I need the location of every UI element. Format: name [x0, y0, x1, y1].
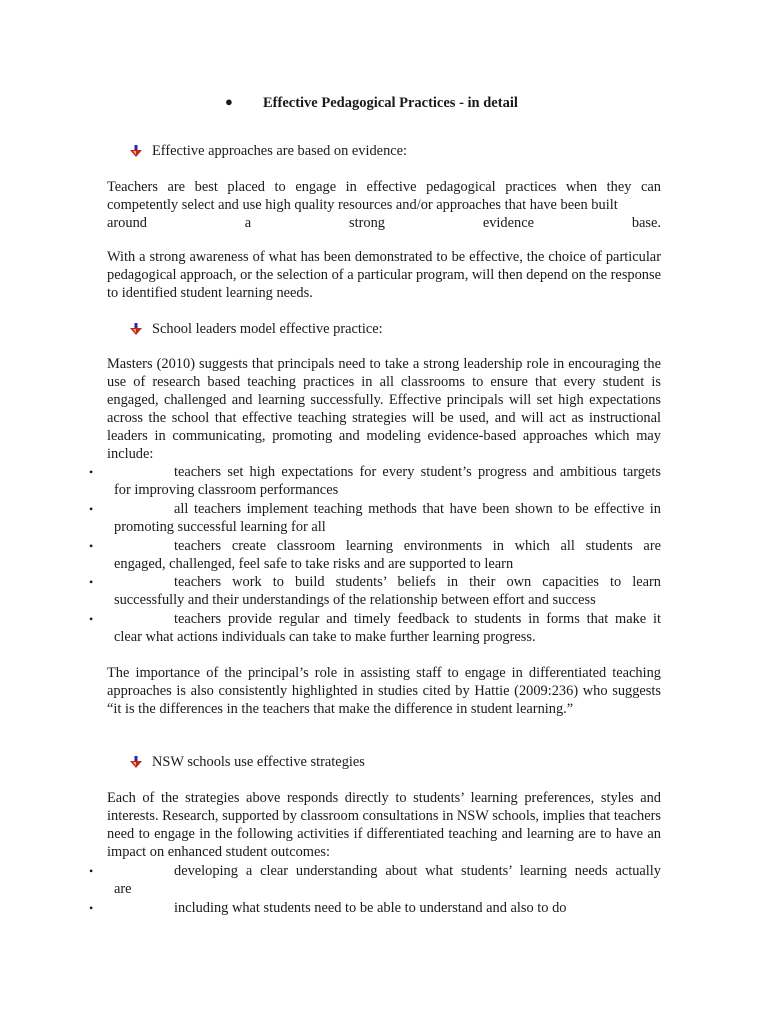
- bullet-icon: •: [89, 864, 94, 878]
- list-item-text: teachers provide regular and timely feedback to students in forms that make it: [174, 611, 661, 627]
- list-item: [89, 537, 661, 573]
- bullet-icon: •: [89, 539, 94, 553]
- page-title: Effective Pedagogical Practices - in detail: [263, 95, 518, 111]
- bullet-icon: •: [89, 465, 94, 479]
- paragraph-text: around a strong evidence base.: [107, 215, 661, 231]
- list-item: [89, 573, 661, 609]
- bullet-icon: •: [89, 901, 94, 915]
- subheading-text: School leaders model effective practice:: [152, 321, 383, 337]
- bullet-icon: •: [89, 575, 94, 589]
- list-item-text: teachers set high expectations for every student’s progress and ambitious targets: [174, 464, 661, 480]
- paragraph: [107, 178, 661, 232]
- list-item-text: including what students need to be able to understand and also to do: [174, 900, 567, 916]
- subheading-text: Effective approaches are based on evidence:: [152, 143, 408, 159]
- list-item: [89, 610, 661, 646]
- document-heading: [0, 93, 768, 113]
- list-item-text: for improving classroom performances: [114, 482, 339, 498]
- paragraph: With a strong awareness of what has been demonstrated to be effective, the choice of particular pedagogical approach, or the selection of a particular program, will then depend on the response to identified student learning needs.: [107, 249, 661, 301]
- arrow-down-icon: [130, 323, 142, 335]
- list-item-text: successfully and their understandings of the relationship between effort and success: [114, 592, 596, 608]
- arrow-down-icon: [130, 756, 142, 768]
- subheading-text: NSW schools use effective strategies: [152, 754, 365, 770]
- list-item-text: engaged, challenged, feel safe to take risks and are supported to learn: [114, 556, 514, 572]
- paragraph-text: Teachers are best placed to engage in effective pedagogical practices when they can competently select and use high quality resources and/or approaches that have been built: [107, 179, 661, 213]
- list-item: [89, 500, 661, 536]
- bullet-icon: •: [89, 612, 94, 626]
- paragraph: Masters (2010) suggests that principals need to take a strong leadership role in encouraging the use of research based teaching practices in all classrooms to ensure that every student is engaged, challenged and learning successfully. Effective principals will set high expectations across the school that effective teaching strategies will be used, and will act as instructional leaders in communicating, promoting and modeling evidence-based approaches which may include:: [107, 356, 661, 462]
- list-item-text: clear what actions individuals can take to make further learning progress.: [114, 629, 536, 645]
- list-item-text: teachers create classroom learning environments in which all students are: [174, 538, 661, 554]
- list-item: [89, 899, 661, 917]
- arrow-down-icon: [130, 145, 142, 157]
- list-item: [89, 463, 661, 499]
- list-item-text: are: [114, 881, 132, 897]
- paragraph: Each of the strategies above responds directly to students’ learning preferences, styles and interests. Research, supported by classroom consultations in NSW schools, implies that teachers need to engage in the following activities if differentiated teaching and learning are to have an impact on enhanced student outcomes:: [107, 790, 661, 860]
- list-item-text: all teachers implement teaching methods that have been shown to be effective in: [174, 501, 661, 517]
- list-item-text: promoting successful learning for all: [114, 519, 326, 535]
- heading-bullet: ●: [225, 94, 233, 109]
- list-item: [89, 862, 661, 898]
- list-item-text: teachers work to build students’ beliefs in their own capacities to learn: [174, 574, 661, 590]
- paragraph: The importance of the principal’s role in assisting staff to engage in differentiated teaching approaches is also consistently highlighted in studies cited by Hattie (2009:236) who suggests “it is the differences in the teachers that make the difference in student learning.”: [107, 665, 661, 717]
- bullet-icon: •: [89, 502, 94, 516]
- list-item-text: developing a clear understanding about what students’ learning needs actually: [174, 863, 661, 879]
